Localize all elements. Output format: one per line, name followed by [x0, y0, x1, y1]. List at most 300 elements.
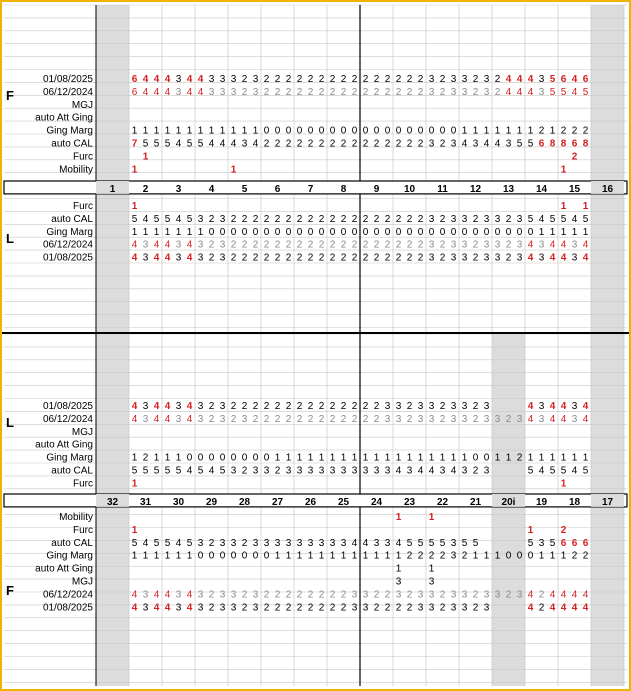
tooth-value[interactable]: 5 [560, 465, 567, 477]
tooth-value[interactable]: 2 [230, 252, 237, 264]
tooth-value[interactable]: 2 [395, 602, 402, 614]
tooth-value[interactable]: 2 [406, 213, 413, 225]
tooth-value[interactable]: 2 [241, 465, 248, 477]
tooth-value[interactable]: 1 [527, 524, 534, 536]
tooth-value[interactable]: 0 [384, 125, 391, 137]
tooth-value[interactable]: 0 [219, 226, 226, 238]
tooth-value[interactable]: 0 [461, 226, 468, 238]
tooth-value[interactable]: 2 [516, 452, 523, 464]
tooth-value[interactable]: 5 [428, 537, 435, 549]
tooth-value[interactable]: 4 [164, 602, 171, 614]
tooth-number[interactable]: 29 [205, 497, 218, 508]
tooth-value[interactable]: 1 [516, 125, 523, 137]
tooth-value[interactable]: 2 [285, 401, 292, 412]
tooth-value[interactable]: 0 [197, 452, 204, 464]
tooth-value[interactable]: 3 [318, 465, 325, 477]
tooth-value[interactable]: 2 [384, 252, 391, 264]
tooth-number[interactable]: 6 [274, 184, 281, 195]
tooth-value[interactable]: 4 [175, 213, 182, 225]
tooth-value[interactable]: 2 [296, 74, 303, 85]
tooth-value[interactable]: 0 [252, 550, 259, 562]
tooth-value[interactable]: 2 [230, 213, 237, 225]
tooth-value[interactable]: 3 [461, 86, 468, 98]
tooth-value[interactable]: 1 [131, 452, 138, 464]
tooth-value[interactable]: 2 [373, 74, 380, 85]
tooth-value[interactable]: 1 [175, 452, 182, 464]
tooth-value[interactable]: 3 [373, 465, 380, 477]
tooth-value[interactable]: 3 [263, 465, 270, 477]
tooth-value[interactable]: 2 [560, 125, 567, 137]
tooth-value[interactable]: 1 [318, 452, 325, 464]
tooth-value[interactable]: 0 [527, 550, 534, 562]
tooth-value[interactable]: 3 [384, 537, 391, 549]
tooth-value[interactable]: 1 [549, 226, 556, 238]
tooth-value[interactable]: 1 [549, 452, 556, 464]
tooth-value[interactable]: 3 [197, 413, 204, 425]
tooth-value[interactable]: 4 [571, 74, 578, 85]
tooth-value[interactable]: 4 [131, 401, 138, 412]
tooth-value[interactable]: 4 [186, 252, 193, 264]
tooth-value[interactable]: 2 [241, 401, 248, 412]
tooth-value[interactable]: 2 [318, 239, 325, 251]
tooth-value[interactable]: 3 [230, 465, 237, 477]
tooth-value[interactable]: 6 [560, 74, 567, 85]
tooth-value[interactable]: 2 [351, 239, 358, 251]
tooth-value[interactable]: 4 [208, 465, 215, 477]
tooth-value[interactable]: 3 [219, 239, 226, 251]
tooth-value[interactable]: 2 [318, 86, 325, 98]
tooth-value[interactable]: 1 [582, 226, 589, 238]
tooth-value[interactable]: 2 [351, 74, 358, 85]
tooth-value[interactable]: 4 [527, 86, 534, 98]
tooth-value[interactable]: 4 [142, 86, 149, 98]
tooth-value[interactable]: 5 [472, 537, 479, 549]
tooth-value[interactable]: 5 [461, 537, 468, 549]
tooth-value[interactable]: 2 [406, 550, 413, 562]
tooth-value[interactable]: 2 [362, 401, 369, 412]
tooth-value[interactable]: 2 [406, 252, 413, 264]
tooth-value[interactable]: 2 [285, 252, 292, 264]
tooth-value[interactable]: 0 [318, 226, 325, 238]
tooth-value[interactable]: 1 [395, 452, 402, 464]
tooth-value[interactable]: 5 [153, 138, 160, 150]
tooth-value[interactable]: 7 [131, 138, 138, 150]
tooth-value[interactable]: 2 [263, 602, 270, 614]
tooth-value[interactable]: 2 [296, 401, 303, 412]
tooth-value[interactable]: 4 [560, 239, 567, 251]
tooth-value[interactable]: 2 [241, 537, 248, 549]
tooth-value[interactable]: 4 [186, 413, 193, 425]
tooth-value[interactable]: 2 [384, 138, 391, 150]
tooth-value[interactable]: 2 [340, 252, 347, 264]
tooth-value[interactable]: 1 [131, 226, 138, 238]
tooth-value[interactable]: 3 [417, 602, 424, 614]
tooth-value[interactable]: 3 [472, 138, 479, 150]
tooth-value[interactable]: 2 [439, 86, 446, 98]
tooth-value[interactable]: 4 [164, 74, 171, 85]
tooth-value[interactable]: 1 [527, 125, 534, 137]
tooth-value[interactable]: 2 [428, 550, 435, 562]
tooth-value[interactable]: 1 [549, 125, 556, 137]
tooth-value[interactable]: 2 [406, 239, 413, 251]
tooth-value[interactable]: 2 [296, 413, 303, 425]
tooth-value[interactable]: 3 [461, 465, 468, 477]
tooth-value[interactable]: 2 [439, 413, 446, 425]
tooth-value[interactable]: 1 [362, 452, 369, 464]
tooth-value[interactable]: 1 [450, 452, 457, 464]
tooth-value[interactable]: 2 [241, 239, 248, 251]
tooth-number[interactable]: 2 [142, 184, 149, 195]
tooth-number[interactable]: 25 [337, 497, 350, 508]
tooth-value[interactable]: 0 [340, 226, 347, 238]
tooth-value[interactable]: 2 [296, 138, 303, 150]
tooth-value[interactable]: 1 [560, 201, 567, 212]
tooth-value[interactable]: 3 [208, 86, 215, 98]
tooth-value[interactable]: 5 [197, 138, 204, 150]
tooth-value[interactable]: 0 [494, 226, 501, 238]
tooth-value[interactable]: 3 [494, 213, 501, 225]
tooth-value[interactable]: 1 [131, 478, 138, 490]
tooth-value[interactable]: 0 [373, 125, 380, 137]
tooth-value[interactable]: 5 [153, 537, 160, 549]
tooth-value[interactable]: 2 [472, 213, 479, 225]
tooth-value[interactable]: 3 [362, 589, 369, 601]
tooth-value[interactable]: 2 [395, 213, 402, 225]
tooth-value[interactable]: 2 [285, 74, 292, 85]
tooth-value[interactable]: 2 [307, 589, 314, 601]
tooth-value[interactable]: 1 [505, 125, 512, 137]
tooth-value[interactable]: 3 [175, 74, 182, 85]
tooth-value[interactable]: 4 [186, 602, 193, 614]
tooth-number[interactable]: 7 [307, 184, 314, 195]
tooth-value[interactable]: 3 [219, 74, 226, 85]
tooth-value[interactable]: 3 [571, 401, 578, 412]
tooth-value[interactable]: 2 [307, 602, 314, 614]
tooth-value[interactable]: 1 [296, 550, 303, 562]
tooth-value[interactable]: 0 [318, 125, 325, 137]
tooth-value[interactable]: 3 [450, 252, 457, 264]
tooth-value[interactable]: 2 [461, 550, 468, 562]
tooth-value[interactable]: 2 [241, 74, 248, 85]
tooth-value[interactable]: 1 [395, 512, 402, 523]
tooth-value[interactable]: 2 [208, 239, 215, 251]
tooth-value[interactable]: 2 [307, 138, 314, 150]
tooth-value[interactable]: 4 [527, 401, 534, 412]
tooth-value[interactable]: 5 [131, 465, 138, 477]
tooth-value[interactable]: 5 [186, 537, 193, 549]
tooth-value[interactable]: 1 [285, 452, 292, 464]
tooth-value[interactable]: 2 [208, 213, 215, 225]
tooth-value[interactable]: 2 [472, 602, 479, 614]
tooth-value[interactable]: 1 [461, 452, 468, 464]
tooth-number[interactable]: 24 [370, 497, 383, 508]
tooth-value[interactable]: 2 [472, 589, 479, 601]
tooth-value[interactable]: 4 [186, 74, 193, 85]
tooth-value[interactable]: 2 [329, 239, 336, 251]
tooth-value[interactable]: 1 [296, 452, 303, 464]
tooth-value[interactable]: 2 [340, 74, 347, 85]
tooth-value[interactable]: 4 [505, 86, 512, 98]
tooth-value[interactable]: 1 [439, 452, 446, 464]
tooth-value[interactable]: 3 [142, 401, 149, 412]
tooth-value[interactable]: 2 [439, 401, 446, 412]
tooth-value[interactable]: 0 [373, 226, 380, 238]
tooth-value[interactable]: 3 [428, 401, 435, 412]
tooth-value[interactable]: 2 [274, 589, 281, 601]
tooth-value[interactable]: 0 [472, 226, 479, 238]
tooth-value[interactable]: 0 [439, 125, 446, 137]
tooth-value[interactable]: 0 [505, 550, 512, 562]
tooth-value[interactable]: 2 [406, 138, 413, 150]
tooth-value[interactable]: 2 [274, 74, 281, 85]
tooth-value[interactable]: 3 [516, 589, 523, 601]
tooth-number[interactable]: 1 [109, 184, 116, 195]
tooth-value[interactable]: 1 [142, 226, 149, 238]
tooth-value[interactable]: 4 [549, 239, 556, 251]
tooth-value[interactable]: 1 [164, 550, 171, 562]
tooth-value[interactable]: 3 [362, 465, 369, 477]
tooth-value[interactable]: 3 [296, 465, 303, 477]
tooth-value[interactable]: 1 [538, 550, 545, 562]
tooth-value[interactable]: 0 [329, 125, 336, 137]
tooth-value[interactable]: 4 [549, 401, 556, 412]
tooth-value[interactable]: 2 [340, 602, 347, 614]
tooth-value[interactable]: 3 [428, 86, 435, 98]
tooth-value[interactable]: 2 [296, 252, 303, 264]
tooth-value[interactable]: 3 [230, 86, 237, 98]
tooth-value[interactable]: 3 [362, 602, 369, 614]
tooth-value[interactable]: 4 [153, 589, 160, 601]
tooth-value[interactable]: 2 [406, 589, 413, 601]
tooth-value[interactable]: 2 [329, 74, 336, 85]
tooth-value[interactable]: 1 [428, 512, 435, 523]
tooth-value[interactable]: 3 [395, 589, 402, 601]
tooth-value[interactable]: 3 [340, 465, 347, 477]
tooth-number[interactable]: 32 [106, 497, 119, 508]
tooth-value[interactable]: 0 [406, 226, 413, 238]
tooth-value[interactable]: 3 [450, 537, 457, 549]
tooth-value[interactable]: 2 [208, 589, 215, 601]
tooth-value[interactable]: 2 [230, 413, 237, 425]
tooth-value[interactable]: 3 [384, 401, 391, 412]
tooth-value[interactable]: 5 [549, 465, 556, 477]
tooth-value[interactable]: 3 [516, 213, 523, 225]
tooth-value[interactable]: 0 [505, 226, 512, 238]
tooth-value[interactable]: 1 [241, 125, 248, 137]
tooth-value[interactable]: 3 [538, 537, 545, 549]
tooth-value[interactable]: 3 [516, 413, 523, 425]
tooth-value[interactable]: 2 [538, 589, 545, 601]
tooth-value[interactable]: 2 [340, 413, 347, 425]
tooth-value[interactable]: 2 [384, 589, 391, 601]
tooth-value[interactable]: 3 [384, 413, 391, 425]
tooth-value[interactable]: 4 [395, 537, 402, 549]
tooth-value[interactable]: 0 [516, 226, 523, 238]
tooth-value[interactable]: 4 [571, 602, 578, 614]
tooth-value[interactable]: 0 [208, 452, 215, 464]
tooth-value[interactable]: 0 [263, 125, 270, 137]
tooth-value[interactable]: 2 [439, 252, 446, 264]
tooth-value[interactable]: 2 [373, 239, 380, 251]
tooth-value[interactable]: 1 [494, 550, 501, 562]
tooth-value[interactable]: 2 [571, 125, 578, 137]
tooth-value[interactable]: 1 [164, 452, 171, 464]
tooth-value[interactable]: 2 [505, 252, 512, 264]
tooth-value[interactable]: 1 [164, 125, 171, 137]
tooth-value[interactable]: 1 [318, 550, 325, 562]
tooth-value[interactable]: 3 [197, 252, 204, 264]
tooth-value[interactable]: 3 [230, 602, 237, 614]
tooth-value[interactable]: 3 [483, 589, 490, 601]
tooth-value[interactable]: 3 [450, 550, 457, 562]
tooth-value[interactable]: 0 [307, 125, 314, 137]
tooth-value[interactable]: 3 [395, 401, 402, 412]
tooth-value[interactable]: 5 [582, 86, 589, 98]
tooth-number[interactable]: 20i [501, 497, 516, 508]
tooth-value[interactable]: 1 [384, 452, 391, 464]
tooth-value[interactable]: 2 [318, 401, 325, 412]
tooth-value[interactable]: 3 [538, 74, 545, 85]
tooth-value[interactable]: 3 [219, 537, 226, 549]
tooth-value[interactable]: 2 [571, 550, 578, 562]
tooth-value[interactable]: 3 [428, 239, 435, 251]
tooth-value[interactable]: 2 [417, 550, 424, 562]
tooth-value[interactable]: 6 [131, 86, 138, 98]
tooth-value[interactable]: 4 [230, 138, 237, 150]
tooth-value[interactable]: 1 [329, 550, 336, 562]
tooth-number[interactable]: 8 [340, 184, 347, 195]
tooth-value[interactable]: 2 [241, 213, 248, 225]
tooth-number[interactable]: 23 [403, 497, 416, 508]
tooth-value[interactable]: 3 [230, 537, 237, 549]
tooth-value[interactable]: 2 [241, 589, 248, 601]
tooth-value[interactable]: 4 [571, 86, 578, 98]
tooth-value[interactable]: 3 [142, 602, 149, 614]
tooth-value[interactable]: 3 [175, 86, 182, 98]
tooth-value[interactable]: 2 [373, 86, 380, 98]
tooth-value[interactable]: 4 [560, 413, 567, 425]
tooth-value[interactable]: 4 [153, 401, 160, 412]
tooth-value[interactable]: 3 [395, 576, 402, 588]
tooth-number[interactable]: 5 [241, 184, 248, 195]
tooth-value[interactable]: 3 [197, 602, 204, 614]
tooth-value[interactable]: 3 [483, 465, 490, 477]
tooth-value[interactable]: 3 [252, 589, 259, 601]
tooth-value[interactable]: 1 [538, 452, 545, 464]
tooth-value[interactable]: 3 [483, 239, 490, 251]
tooth-value[interactable]: 1 [307, 550, 314, 562]
tooth-value[interactable]: 1 [307, 452, 314, 464]
tooth-value[interactable]: 0 [395, 125, 402, 137]
tooth-value[interactable]: 1 [230, 125, 237, 137]
tooth-value[interactable]: 0 [296, 125, 303, 137]
tooth-value[interactable]: 1 [560, 226, 567, 238]
tooth-value[interactable]: 3 [461, 252, 468, 264]
tooth-value[interactable]: 4 [395, 465, 402, 477]
tooth-value[interactable]: 5 [527, 138, 534, 150]
tooth-value[interactable]: 0 [208, 550, 215, 562]
tooth-value[interactable]: 0 [362, 226, 369, 238]
tooth-value[interactable]: 3 [538, 413, 545, 425]
tooth-value[interactable]: 2 [395, 74, 402, 85]
tooth-value[interactable]: 2 [274, 138, 281, 150]
tooth-value[interactable]: 1 [483, 550, 490, 562]
tooth-number[interactable]: 10 [403, 184, 416, 195]
tooth-value[interactable]: 3 [175, 239, 182, 251]
tooth-value[interactable]: 2 [296, 239, 303, 251]
tooth-value[interactable]: 2 [439, 550, 446, 562]
tooth-value[interactable]: 1 [406, 452, 413, 464]
tooth-value[interactable]: 3 [439, 465, 446, 477]
tooth-value[interactable]: 2 [351, 413, 358, 425]
tooth-value[interactable]: 1 [538, 226, 545, 238]
tooth-value[interactable]: 3 [197, 213, 204, 225]
tooth-value[interactable]: 0 [230, 550, 237, 562]
tooth-value[interactable]: 1 [186, 125, 193, 137]
tooth-value[interactable]: 2 [285, 86, 292, 98]
tooth-value[interactable]: 2 [373, 602, 380, 614]
tooth-value[interactable]: 1 [395, 563, 402, 575]
tooth-value[interactable]: 0 [219, 452, 226, 464]
tooth-value[interactable]: 3 [450, 86, 457, 98]
tooth-value[interactable]: 2 [417, 138, 424, 150]
tooth-value[interactable]: 3 [252, 74, 259, 85]
tooth-value[interactable]: 3 [428, 213, 435, 225]
tooth-value[interactable]: 4 [527, 74, 534, 85]
tooth-value[interactable]: 1 [131, 201, 138, 212]
tooth-number[interactable]: 31 [139, 497, 152, 508]
tooth-value[interactable]: 3 [428, 589, 435, 601]
tooth-value[interactable]: 3 [417, 413, 424, 425]
tooth-value[interactable]: 4 [417, 465, 424, 477]
tooth-value[interactable]: 5 [197, 465, 204, 477]
tooth-value[interactable]: 4 [560, 401, 567, 412]
tooth-value[interactable]: 2 [351, 252, 358, 264]
tooth-value[interactable]: 2 [494, 86, 501, 98]
tooth-value[interactable]: 3 [450, 74, 457, 85]
tooth-value[interactable]: 2 [285, 413, 292, 425]
tooth-value[interactable]: 2 [307, 413, 314, 425]
tooth-value[interactable]: 0 [274, 125, 281, 137]
tooth-value[interactable]: 2 [384, 239, 391, 251]
tooth-value[interactable]: 4 [582, 401, 589, 412]
tooth-value[interactable]: 3 [483, 401, 490, 412]
tooth-value[interactable]: 4 [164, 401, 171, 412]
tooth-value[interactable]: 2 [208, 602, 215, 614]
tooth-value[interactable]: 3 [274, 537, 281, 549]
tooth-value[interactable]: 1 [340, 452, 347, 464]
tooth-value[interactable]: 4 [186, 465, 193, 477]
tooth-value[interactable]: 3 [351, 465, 358, 477]
tooth-value[interactable]: 1 [131, 550, 138, 562]
tooth-value[interactable]: 6 [560, 537, 567, 549]
tooth-value[interactable]: 8 [549, 138, 556, 150]
tooth-value[interactable]: 1 [560, 550, 567, 562]
tooth-number[interactable]: 21 [469, 497, 482, 508]
tooth-value[interactable]: 4 [549, 413, 556, 425]
tooth-value[interactable]: 2 [329, 602, 336, 614]
tooth-value[interactable]: 2 [208, 252, 215, 264]
tooth-value[interactable]: 5 [142, 465, 149, 477]
tooth-value[interactable]: 2 [362, 213, 369, 225]
tooth-value[interactable]: 4 [527, 589, 534, 601]
tooth-value[interactable]: 1 [428, 563, 435, 575]
tooth-value[interactable]: 4 [186, 239, 193, 251]
tooth-value[interactable]: 2 [373, 401, 380, 412]
tooth-value[interactable]: 3 [142, 252, 149, 264]
tooth-value[interactable]: 1 [373, 452, 380, 464]
tooth-value[interactable]: 0 [186, 452, 193, 464]
